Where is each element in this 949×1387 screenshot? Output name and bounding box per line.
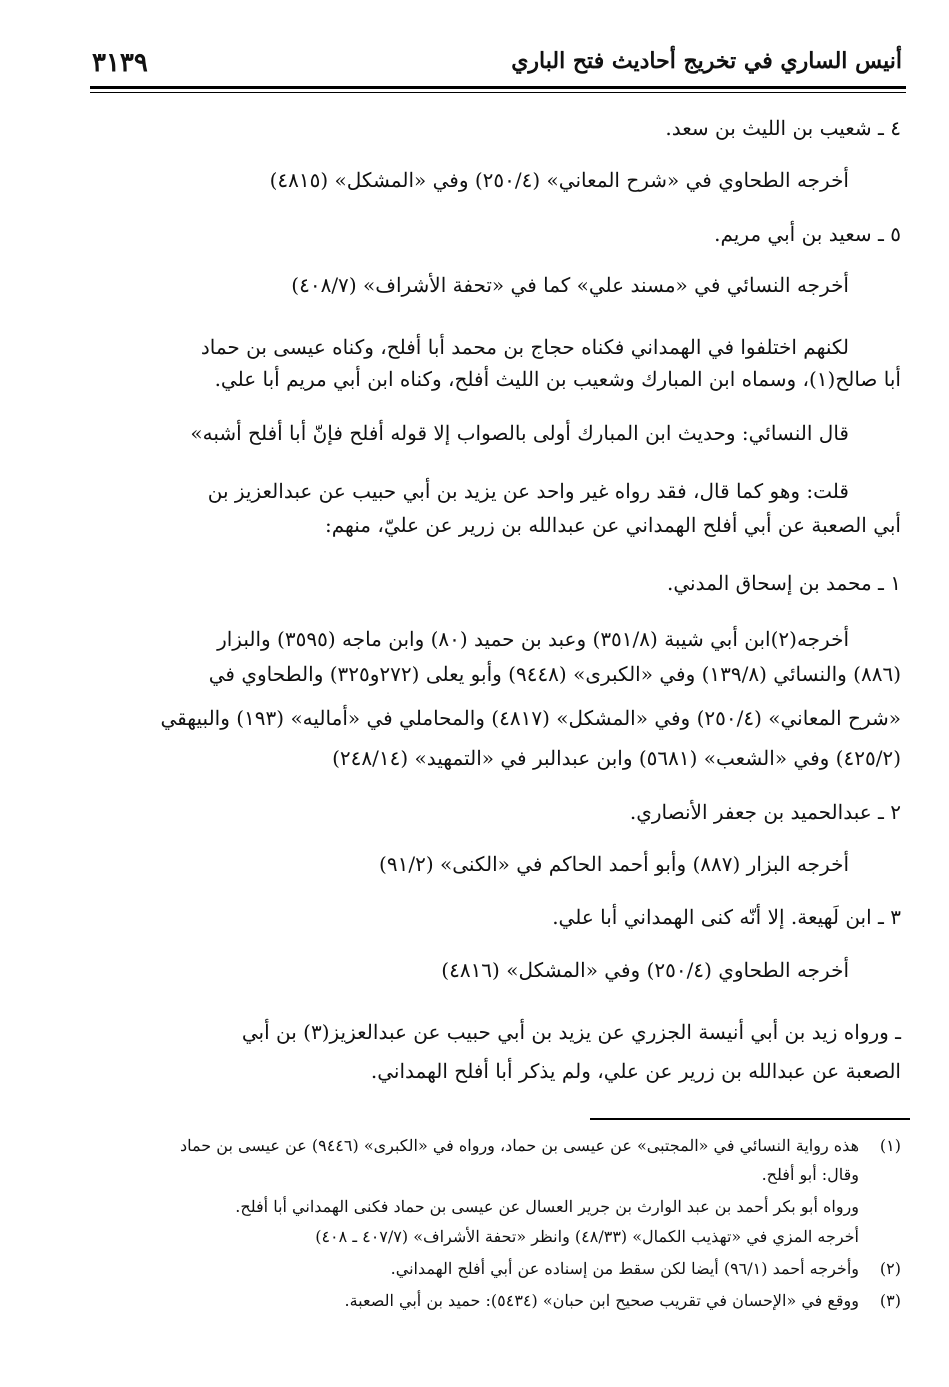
narrator-2-citation: أخرجه البزار (٨٨٧) وأبو أحمد الحاكم في «الكنى» (٩١/٢) [379, 852, 849, 876]
narrator-2-heading: ٢ ـ عبدالحميد بن جعفر الأنصاري. [629, 800, 901, 824]
footnote-number: (٢) [879, 1259, 901, 1278]
entry-4-heading: ٤ ـ شعيب بن الليث بن سعد. [665, 116, 901, 140]
narrator-1-citation: (٤٢٥/٢) وفي «الشعب» (٥٦٨١) وابن عبدالبر في «التمهيد» (٢٤٨/١٤) [332, 746, 901, 770]
narrator-1-citation: أخرجه(٢)ابن أبي شيبة (٣٥١/٨) وعبد بن حميد (٨٠) وابن ماجه (٣٥٩٥) والبزار [217, 627, 849, 651]
book-title: أنيس الساري في تخريج أحاديث فتح الباري [511, 48, 902, 74]
narrator-1-heading: ١ ـ محمد بن إسحاق المدني. [666, 571, 901, 595]
footnote-text: وأخرجه أحمد (٩٦/١) أيضا لكن سقط من إسناده عن أبي أفلح الهمداني. [390, 1259, 859, 1278]
footnote-text: أخرجه المزي في «تهذيب الكمال» (٤٨/٣٣) وانظر «تحفة الأشراف» (٤٠٧/٧ ـ ٤٠٨) [315, 1227, 859, 1246]
entry-5-heading: ٥ ـ سعيد بن أبي مريم. [714, 222, 901, 246]
paragraph-line: الصعبة عن عبدالله بن زرير عن علي، ولم يذكر أبا أفلح الهمداني. [370, 1059, 901, 1083]
footnote-number: (١) [879, 1136, 901, 1155]
paragraph-line: قلت: وهو كما قال، فقد رواه غير واحد عن يزيد بن أبي حبيب عن عبدالعزيز بن [207, 479, 849, 503]
narrator-3-citation: أخرجه الطحاوي (٢٥٠/٤) وفي «المشكل» (٤٨١٦) [441, 958, 849, 982]
footnote-separator [590, 1118, 910, 1120]
paragraph-line: أبي الصعبة عن أبي أفلح الهمداني عن عبدالله بن زرير عن عليّ، منهم: [325, 513, 901, 537]
footnote-text: ووقع في «الإحسان في تقريب صحيح ابن حبان» (٥٤٣٤): حميد بن أبي الصعبة. [344, 1291, 859, 1310]
paragraph-line: أبا صالح(١)، وسماه ابن المبارك وشعيب بن الليث أفلح، وكناه ابن أبي مريم أبا علي. [214, 367, 901, 391]
footnote-text: وقال: أبو أفلح. [761, 1165, 859, 1184]
narrator-1-citation: «شرح المعاني» (٢٥٠/٤) وفي «المشكل» (٤٨١٧) والمحاملي في «أماليه» (١٩٣) والبيهقي [160, 706, 901, 730]
footnote-number: (٣) [879, 1291, 901, 1310]
entry-4-citation: أخرجه الطحاوي في «شرح المعاني» (٢٥٠/٤) وفي «المشكل» (٤٨١٥) [269, 168, 849, 192]
header-rule-thick [90, 86, 906, 89]
page-number: ٣١٣٩ [92, 48, 148, 78]
narrator-1-citation: (٨٨٦) والنسائي (١٣٩/٨) وفي «الكبرى» (٩٤٤٨) وأبو يعلى (٢٧٢و٣٢٥) والطحاوي في [208, 662, 901, 686]
entry-5-citation: أخرجه النسائي في «مسند علي» كما في «تحفة الأشراف» (٤٠٨/٧) [291, 273, 849, 297]
paragraph-line: لكنهم اختلفوا في الهمداني فكناه حجاج بن محمد أبا أفلح، وكناه عيسى بن حماد [200, 335, 849, 359]
narrator-3-heading: ٣ ـ ابن لَهيعة. إلا أنّه كنى الهمداني أبا علي. [552, 905, 901, 929]
footnote-text: ورواه أبو بكر أحمد بن عبد الوارث بن جرير العسال عن عيسى بن حماد فكنى الهمداني أبا أفلح. [235, 1197, 859, 1216]
running-header [92, 34, 902, 78]
paragraph-line: ـ ورواه زيد بن أبي أنيسة الجزري عن يزيد بن أبي حبيب عن عبدالعزيز(٣) بن أبي [241, 1020, 901, 1044]
footnote-text: هذه رواية النسائي في «المجتبى» عن عيسى بن حماد، ورواه في «الكبرى» (٩٤٤٦) عن عيسى بن حماد [180, 1136, 859, 1155]
header-rule-thin [90, 92, 906, 93]
paragraph-line: قال النسائي: وحديث ابن المبارك أولى بالصواب إلا قوله أفلح فإنّ أبا أفلح أشبه» [190, 421, 849, 445]
